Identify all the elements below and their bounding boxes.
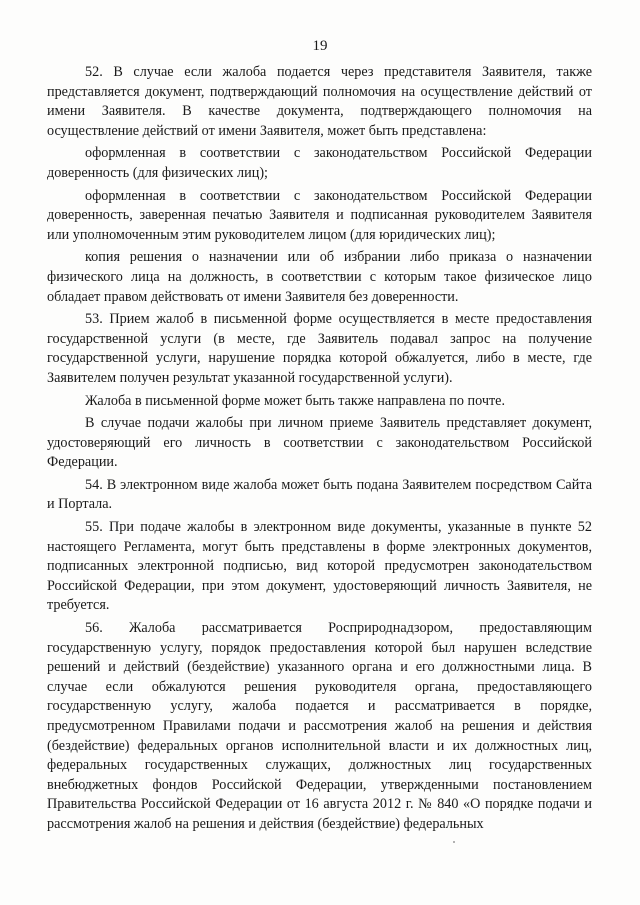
scan-speck: [453, 841, 455, 843]
paragraph-52-item-individual-proxy: оформленная в соответствии с законодательством Российской Федерации доверенность (для физических лиц);: [47, 145, 592, 181]
document-body: [47, 63, 592, 838]
paragraph-54: 54. В электронном виде жалоба может быть подана Заявителем посредством Сайта и Портала.: [47, 476, 592, 513]
paragraph-55: 55. При подаче жалобы в электронном виде документы, указанные в пункте 52 настоящего Регламента, могут быть представлены в форме электронных документов, подписанных электронной подписью, вид которой предусмотрен законодательством Российской Федерации, при этом документ, удостоверяющий личность Заявителя, не требуется.: [47, 519, 592, 614]
paragraph-52-item-legal-entity-proxy: оформленная в соответствии с законодательством Российской Федерации доверенность, заверенная печатью Заявителя и подписанная руководителем Заявителя или уполномоченным этим руководителем лицом (для юридических лиц);: [47, 187, 592, 243]
paragraph-52-item-appointment-decision: копия решения о назначении или об избрании либо приказа о назначении физического лица на должность, в соответствии с которым такое физическое лицо обладает правом действовать от имени Заявителя без доверенности.: [47, 249, 592, 305]
page-number: 19: [312, 38, 328, 54]
paragraph-53-personal-reception: В случае подачи жалобы при личном приеме Заявитель представляет документ, удостоверяющий его личность в соответствии с законодательством Российской Федерации.: [47, 415, 592, 471]
paragraph-53-mail: Жалоба в письменной форме может быть также направлена по почте.: [85, 392, 506, 409]
paragraph-52: 52. В случае если жалоба подается через представителя Заявителя, также представляется документ, подтверждающий полномочия на осуществление действий от имени Заявителя. В качестве документа, подтверждающего полномочия на осуществление действий от имени Заявителя, может быть представлена:: [47, 64, 592, 139]
paragraph-53: 53. Прием жалоб в письменной форме осуществляется в месте предоставления государственной услуги (в месте, где Заявитель подавал запрос на получение государственной услуги, нарушение порядка которой обжалуется, либо в месте, где Заявителем получен результат указанной государственной услуги).: [47, 311, 592, 386]
paragraph-56: 56. Жалоба рассматривается Росприроднадзором, предоставляющим государственную услугу, порядок предоставления которой был нарушен вследствие решений и действий (бездействие) указанного органа и его должностными лица. В случае если обжалуются решения руководителя органа, предоставляющего государственную услугу, жалоба подается и рассматривается в порядке, предусмотренном Правилами подачи и рассмотрения жалоб на решения и действия (бездействие) федеральных органов исполнительной власти и их должностных лиц, федеральных государственных служащих, должностных лиц государственных внебюджетных фондов Российской Федерации, утвержденными постановлением Правительства Российской Федерации от 16 августа 2012 г. № 840 «О порядке подачи и рассмотрения жалоб на решения и действия (бездействие) федеральных: [47, 620, 592, 832]
